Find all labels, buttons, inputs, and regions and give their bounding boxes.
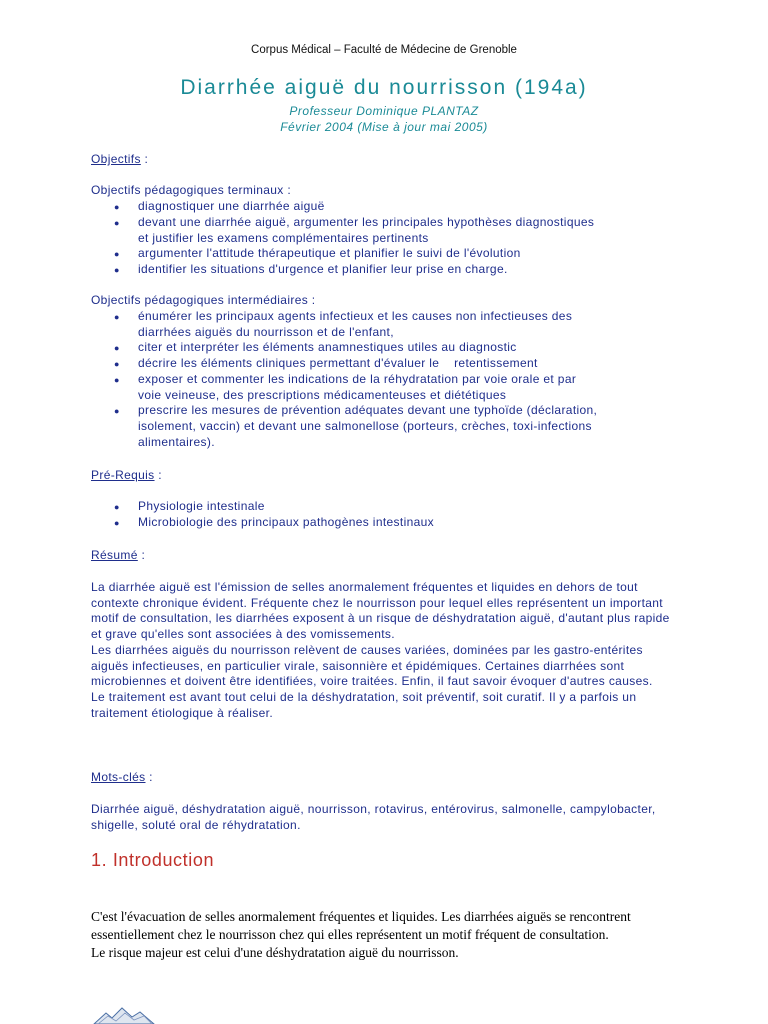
introduction-text <box>91 908 691 962</box>
bullet-icon: ● <box>114 249 120 259</box>
objectifs-terminaux-title: Objectifs pédagogiques terminaux : <box>91 183 292 197</box>
prerequis-heading: Pré-Requis : <box>91 468 162 482</box>
list-item: prescrire les mesures de prévention adéquates devant une typhoïde (déclaration, <box>138 403 598 417</box>
section-heading-introduction: 1. Introduction <box>91 850 215 870</box>
resume-paragraph: Les diarrhées aiguës du nourrisson relèvent de causes variées, dominées par les gastro-entérites aiguës infectieuses, en particulier virale, saisonnière et épidémiques. Certaines diarrhées sont microbiennes et doivent être identifiées, voire traitées. Enfin, il faut savoir évoquer d'autres causes. <box>91 642 653 689</box>
list-item-continued: et justifier les examens complémentaires pertinents <box>138 231 429 245</box>
list-item-continued: diarrhées aiguës du nourrisson et de l'enfant, <box>138 325 394 339</box>
bullet-icon: ● <box>114 375 120 385</box>
bullet-icon: ● <box>114 502 120 512</box>
bullet-icon: ● <box>114 312 120 322</box>
bullet-icon: ● <box>114 518 120 528</box>
list-item: Physiologie intestinale <box>138 499 265 513</box>
resume-heading: Résumé : <box>91 548 146 562</box>
bullet-icon: ● <box>114 218 120 228</box>
document-author: Professeur Dominique PLANTAZ <box>289 104 479 118</box>
list-item: exposer et commenter les indications de la réhydratation par voie orale et par <box>138 372 577 386</box>
list-item: argumenter l'attitude thérapeutique et planifier le suivi de l'évolution <box>138 246 521 260</box>
list-item-continued: alimentaires). <box>138 435 215 449</box>
resume-paragraph: Le traitement est avant tout celui de la déshydratation, soit préventif, soit curatif. Il y a parfois un traitement étiologique à réaliser. <box>91 689 637 720</box>
document-title: Diarrhée aiguë du nourrisson (194a) <box>180 76 588 99</box>
objectifs-heading: Objectifs : <box>91 152 149 166</box>
list-item: identifier les situations d'urgence et planifier leur prise en charge. <box>138 262 508 276</box>
list-item-continued: isolement, vaccin) et devant une salmonellose (porteurs, crèches, toxi-infections <box>138 419 592 433</box>
list-item-continued: voie veineuse, des prescriptions médicamenteuses et diététiques <box>138 388 507 402</box>
mountain-logo-icon <box>92 1004 162 1024</box>
bullet-icon: ● <box>114 265 120 275</box>
list-item: Microbiologie des principaux pathogènes intestinaux <box>138 515 435 529</box>
motscles-heading: Mots-clés : <box>91 770 153 784</box>
bullet-icon: ● <box>114 343 120 353</box>
motscles-text: Diarrhée aiguë, déshydratation aiguë, nourrisson, rotavirus, entérovirus, salmonelle, campylobacter, shigelle, soluté oral de réhydratation. <box>91 802 656 832</box>
resume-text <box>91 580 681 721</box>
bullet-icon: ● <box>114 359 120 369</box>
bullet-icon: ● <box>114 406 120 416</box>
introduction-paragraph: C'est l'évacuation de selles anormalement fréquentes et liquides. Les diarrhées aiguës se rencontrent essentiellement chez le nourrisson chez qui elles représentent un motif fréquent de consultation. <box>91 909 631 942</box>
bullet-icon: ● <box>114 202 120 212</box>
resume-paragraph: La diarrhée aiguë est l'émission de selles anormalement fréquentes et liquides en dehors de tout contexte chronique évident. Fréquente chez le nourrisson pour lequel elles représentent un important motif de consultation, les diarrhées exposent à un risque de déshydratation aiguë, d'autant plus rapide et grave qu'elles sont associées à des vomissements. <box>91 580 670 642</box>
list-item: diagnostiquer une diarrhée aiguë <box>138 199 325 213</box>
list-item: énumérer les principaux agents infectieux et les causes non infectieuses des <box>138 309 573 323</box>
list-item: décrire les éléments cliniques permettant d'évaluer le retentissement <box>138 356 538 370</box>
list-item: citer et interpréter les éléments anamnestiques utiles au diagnostic <box>138 340 517 354</box>
introduction-paragraph: Le risque majeur est celui d'une déshydratation aiguë du nourrisson. <box>91 945 459 960</box>
objectifs-intermediaires-title: Objectifs pédagogiques intermédiaires : <box>91 293 316 307</box>
list-item: devant une diarrhée aiguë, argumenter les principales hypothèses diagnostiques <box>138 215 595 229</box>
document-date: Février 2004 (Mise à jour mai 2005) <box>280 120 488 134</box>
document-header: Corpus Médical – Faculté de Médecine de Grenoble <box>251 44 517 56</box>
